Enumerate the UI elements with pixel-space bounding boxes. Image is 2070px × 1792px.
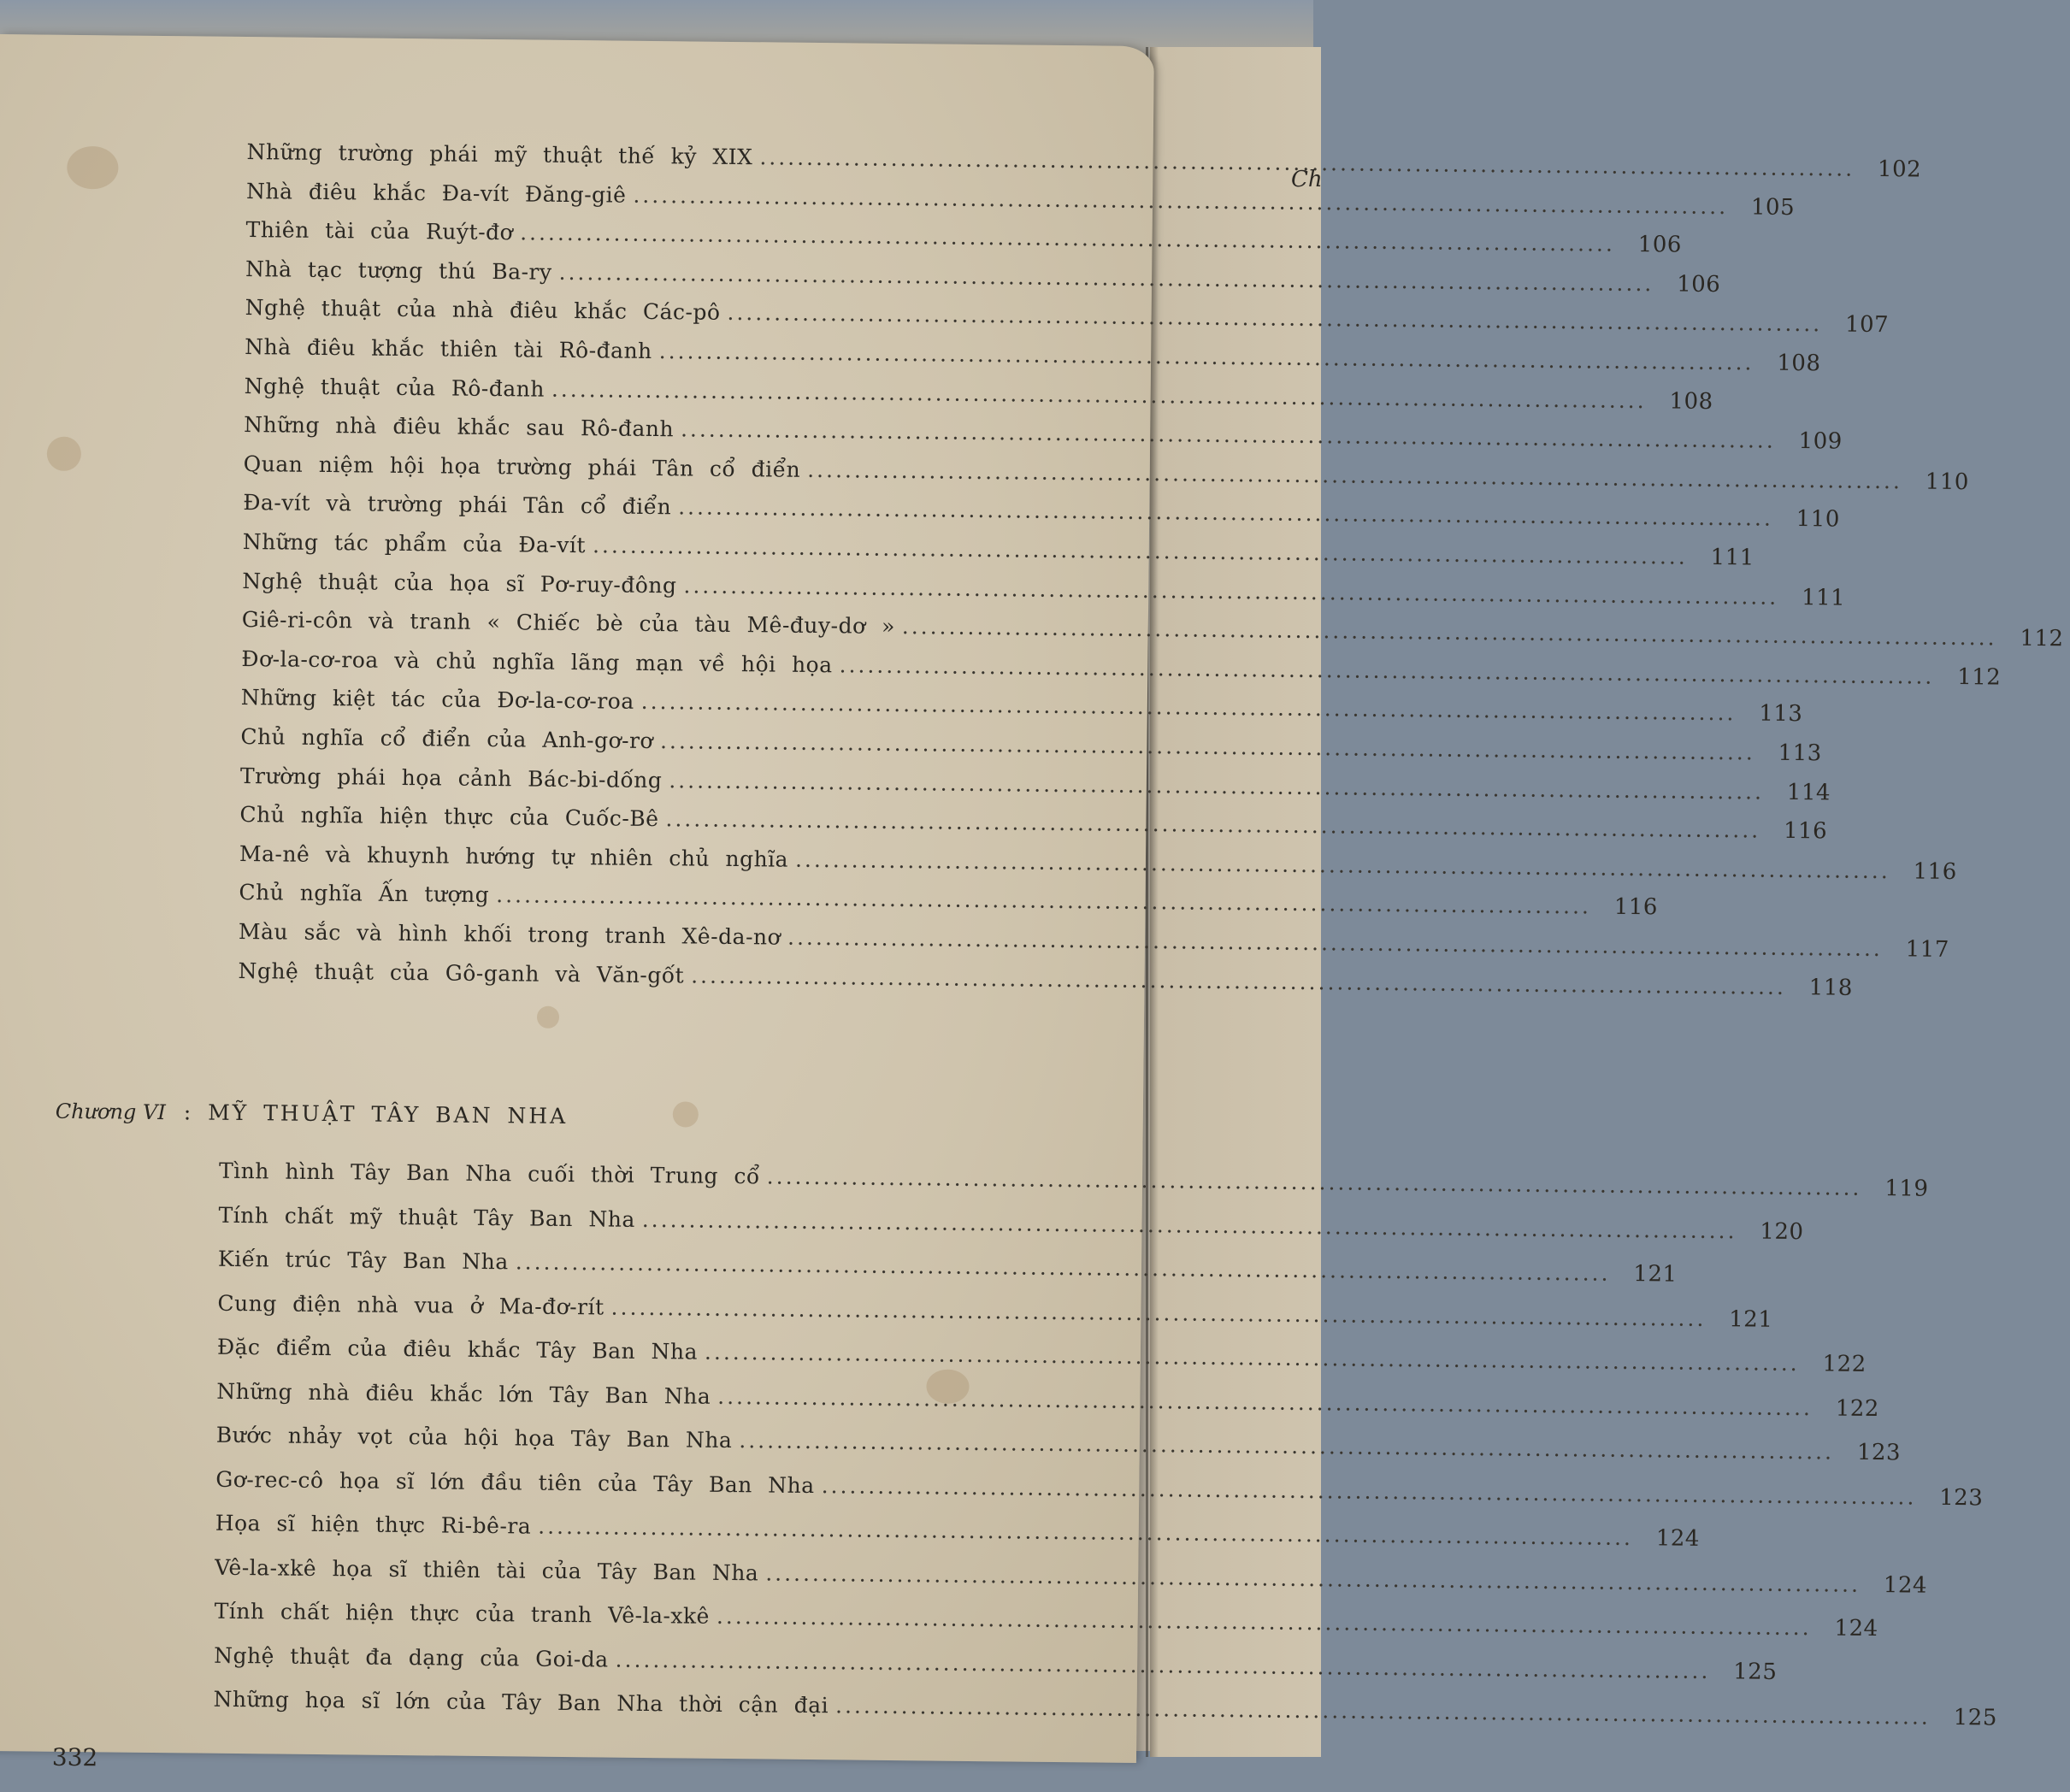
toc-entry-title: Trường phái họa cảnh Bác-bi-dống xyxy=(239,763,663,793)
toc-leader-dots xyxy=(496,883,1591,919)
book-page xyxy=(0,34,2064,1772)
toc-entry-title: Màu sắc và hình khối trong tranh Xê-da-nơ xyxy=(238,918,781,950)
toc-entry-page: 108 xyxy=(1669,388,1713,415)
toc-entry-page: 125 xyxy=(1953,1705,1997,1731)
toc-entry xyxy=(243,490,1841,533)
toc-entry xyxy=(242,529,1754,571)
toc-entry-title: Vê-la-xkê họa sĩ thiên tài của Tây Ban Nha xyxy=(215,1554,759,1585)
toc-entry xyxy=(213,1686,1997,1731)
toc-entry xyxy=(217,1290,1773,1333)
toc-entry xyxy=(218,1202,1804,1245)
toc-entry xyxy=(240,685,1803,728)
toc-entry-page: 110 xyxy=(1925,469,1970,495)
toc-entry-title: Những trường phái mỹ thuật thế kỷ XIX xyxy=(246,139,753,170)
page-number: 332 xyxy=(51,1742,98,1772)
toc-entry-title: Gơ-rec-cô họa sĩ lớn đầu tiên của Tây Ban Nha xyxy=(215,1466,815,1498)
toc-entry-title: Nhà điêu khắc thiên tài Rô-đanh xyxy=(245,334,652,364)
toc-entry xyxy=(217,1246,1678,1288)
chapter-heading xyxy=(56,1099,569,1129)
toc-entry-page: 124 xyxy=(1883,1571,1928,1599)
toc-leader-dots xyxy=(558,260,1654,296)
toc-entry-page: 116 xyxy=(1613,894,1659,921)
toc-entry xyxy=(245,217,1683,258)
toc-entry xyxy=(241,645,2002,691)
toc-entry-title: Quan niệm hội họa trường phái Tân cổ điển xyxy=(243,451,801,482)
toc-leader-dots xyxy=(902,614,1997,650)
toc-entry-title: Bước nhảy vọt của hội họa Tây Ban Nha xyxy=(215,1422,733,1453)
toc-entry xyxy=(245,334,1821,377)
toc-entry-title: Chủ nghĩa cổ điển của Anh-gơ-rơ xyxy=(240,723,654,754)
toc-entry-page: 118 xyxy=(1808,974,1854,1001)
toc-entry-title: Những nhà điêu khắc lớn Tây Ban Nha xyxy=(216,1378,711,1409)
toc-entry xyxy=(238,918,1949,963)
toc-entry-title: Tính chất mỹ thuật Tây Ban Nha xyxy=(218,1202,635,1232)
toc-entry xyxy=(218,1158,1929,1202)
toc-entry-title: Thiên tài của Ruýt-đơ xyxy=(245,217,514,245)
toc-entry-page: 123 xyxy=(1856,1439,1902,1466)
toc-entry-page: 102 xyxy=(1877,156,1922,183)
toc-entry-page: 119 xyxy=(1884,1176,1929,1202)
toc-entry-page: 109 xyxy=(1798,428,1843,455)
toc-entry-page: 121 xyxy=(1633,1261,1678,1288)
toc-entry-page: 108 xyxy=(1777,350,1821,377)
toc-entry-title: Nghệ thuật của nhà điêu khắc Các-pô xyxy=(245,295,721,326)
toc-entry-title: Chủ nghĩa Ấn tượng xyxy=(239,880,490,908)
toc-entry-title: Đa-vít và trường phái Tân cổ điển xyxy=(243,490,672,520)
toc-entry-page: 114 xyxy=(1786,779,1831,806)
toc-entry-page: 113 xyxy=(1759,700,1803,728)
toc-entry-title: Nhà tạc tượng thú Ba-ry xyxy=(245,256,552,285)
toc-entry-title: Những nhà điêu khắc sau Rô-đanh xyxy=(244,412,675,442)
toc-entry xyxy=(214,1642,1778,1685)
toc-entry xyxy=(245,295,1890,339)
toc-entry-page: 105 xyxy=(1750,194,1796,221)
toc-leader-dots xyxy=(551,376,1647,412)
toc-entry xyxy=(215,1510,1701,1552)
toc-entry xyxy=(214,1598,1878,1642)
toc-entry-page: 116 xyxy=(1913,858,1957,885)
toc-entry-page: 123 xyxy=(1939,1484,1984,1511)
toc-entry xyxy=(215,1466,1984,1511)
toc-entry-title: Giê-ri-côn và tranh « Chiếc bè của tàu Mê-đuy-dơ » xyxy=(241,607,896,640)
toc-entry xyxy=(244,373,1713,415)
toc-entry-title: Những họa sĩ lớn của Tây Ban Nha thời cận đại xyxy=(213,1686,829,1718)
toc-entry-title: Kiến trúc Tây Ban Nha xyxy=(217,1246,509,1275)
toc-entry xyxy=(244,412,1843,455)
toc-entry xyxy=(239,763,1831,806)
toc-entry-title: Đơ-la-cơ-roa và chủ nghĩa lãng mạn về hội họa xyxy=(241,645,833,678)
toc-entry xyxy=(245,256,1721,298)
toc-entry-page: 117 xyxy=(1905,936,1949,963)
toc-entry xyxy=(238,958,1854,1001)
toc-entry-title: Những tác phẩm của Đa-vít xyxy=(242,529,587,558)
toc-entry-title: Ma-nê và khuynh hướng tự nhiên chủ nghĩa xyxy=(239,840,789,872)
toc-entry-page: 124 xyxy=(1655,1525,1701,1552)
toc-entry-page: 110 xyxy=(1796,506,1841,533)
toc-entry-title: Những kiệt tác của Đơ-la-cơ-roa xyxy=(240,685,634,715)
toc-entry-page: 111 xyxy=(1801,584,1846,611)
toc-entry-title: Đặc điểm của điêu khắc Tây Ban Nha xyxy=(216,1334,699,1365)
chapter-title: : MỸ THUẬT TÂY BAN NHA xyxy=(183,1099,569,1129)
toc-leader-dots xyxy=(807,457,1902,493)
toc-entry-title: Cung điện nhà vua ở Ma-đơ-rít xyxy=(217,1290,604,1319)
toc-entry-title: Nhà điêu khắc Đa-vít Đăng-giê xyxy=(245,178,627,208)
facing-page-text: Ch xyxy=(1291,167,1323,192)
toc-entry xyxy=(239,840,1957,885)
toc-entry xyxy=(241,607,2064,652)
toc-entry-page: 107 xyxy=(1844,312,1890,339)
toc-leader-dots xyxy=(822,1473,1917,1509)
toc-entry-title: Nghệ thuật của họa sĩ Pơ-ruy-đông xyxy=(242,568,677,598)
toc-leader-dots xyxy=(516,1249,1611,1285)
toc-leader-dots xyxy=(520,221,1615,256)
toc-leader-dots xyxy=(835,1693,1931,1729)
toc-entry-title: Tình hình Tây Ban Nha cuối thời Trung cổ xyxy=(218,1158,760,1189)
toc-entry-page: 125 xyxy=(1733,1658,1778,1685)
toc-entry-page: 112 xyxy=(1957,663,2002,691)
toc-entry-page: 120 xyxy=(1760,1218,1804,1245)
toc-leader-dots xyxy=(839,652,1934,688)
toc-entry-page: 106 xyxy=(1637,232,1683,258)
toc-entry xyxy=(239,880,1659,921)
toc-entry-page: 122 xyxy=(1835,1395,1880,1422)
toc-entry-page: 113 xyxy=(1778,740,1822,767)
toc-entry-title: Tính chất hiện thực của tranh Vê-la-xkê xyxy=(214,1598,711,1629)
toc-entry xyxy=(240,723,1822,767)
toc-entry-page: 124 xyxy=(1834,1615,1878,1642)
toc-entry xyxy=(215,1554,1928,1599)
toc-leader-dots xyxy=(795,847,1890,883)
toc-entry-title: Họa sĩ hiện thực Ri-bê-ra xyxy=(215,1510,532,1539)
toc-entry xyxy=(239,802,1828,845)
toc-entry xyxy=(243,451,1970,495)
toc-entry-page: 111 xyxy=(1710,544,1754,571)
toc-entry-page: 116 xyxy=(1783,818,1828,845)
chapter-label: Chương VI xyxy=(55,1099,166,1125)
toc-entry xyxy=(215,1422,1902,1466)
toc-entry-title: Nghệ thuật của Rô-đanh xyxy=(244,373,546,402)
toc-leader-dots xyxy=(787,925,1883,961)
toc-entry-title: Nghệ thuật của Gô-ganh và Văn-gốt xyxy=(238,958,685,988)
toc-entry-title: Nghệ thuật đa dạng của Goi-da xyxy=(214,1642,609,1672)
toc-entry-page: 122 xyxy=(1822,1351,1867,1377)
toc-leader-dots xyxy=(593,533,1688,569)
toc-entry xyxy=(216,1334,1867,1377)
toc-entry-page: 112 xyxy=(2020,625,2064,652)
toc-entry-page: 121 xyxy=(1729,1306,1773,1333)
toc-entry-title: Chủ nghĩa hiện thực của Cuốc-Bê xyxy=(239,802,659,832)
toc-leader-dots xyxy=(538,1514,1633,1550)
toc-entry xyxy=(242,568,1846,611)
toc-entry-page: 106 xyxy=(1677,271,1721,298)
